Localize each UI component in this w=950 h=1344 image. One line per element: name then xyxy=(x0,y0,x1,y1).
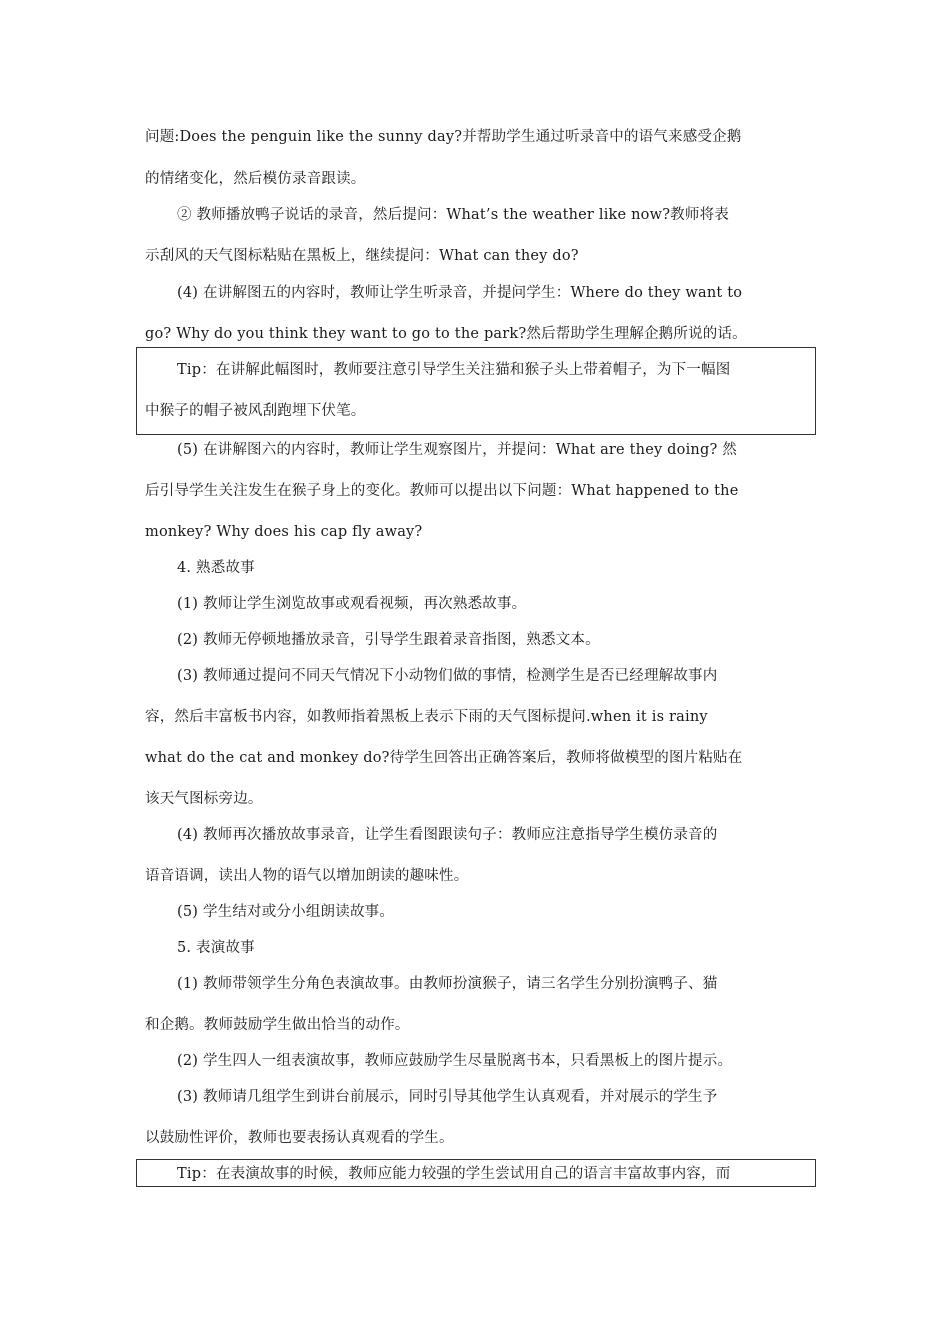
tip-text-line: 中猴子的帽子被风刮跑埋下伏笔。 xyxy=(145,403,366,419)
body-text-line: (5) 学生结对或分小组朗读故事。 xyxy=(177,904,395,920)
body-text-line: (1) 教师带领学生分角色表演故事。由教师扮演猴子，请三名学生分别扮演鸭子、猫 xyxy=(177,976,718,992)
body-text-line: (2) 学生四人一组表演故事，教师应鼓励学生尽量脱离书本，只看黑板上的图片提示。 xyxy=(177,1053,733,1069)
body-text-line: (1) 教师让学生浏览故事或观看视频，再次熟悉故事。 xyxy=(177,596,527,612)
body-text-line: 的情绪变化，然后模仿录音跟读。 xyxy=(145,171,366,187)
body-text-line: 示刮风的天气图标粘贴在黑板上，继续提问：What can they do? xyxy=(145,248,579,264)
body-text-line: (5) 在讲解图六的内容时，教师让学生观察图片，并提问：What are they doing? 然 xyxy=(177,442,737,458)
body-text-line: 问题:Does the penguin like the sunny day?并帮助学生通过听录音中的语气来感受企鹅 xyxy=(145,129,742,145)
section-heading: 4. 熟悉故事 xyxy=(177,560,255,576)
body-text-line: 后引导学生关注发生在猴子身上的变化。教师可以提出以下问题：What happened to the xyxy=(145,483,739,499)
body-text-line: (3) 教师通过提问不同天气情况下小动物们做的事情，检测学生是否已经理解故事内 xyxy=(177,668,718,684)
body-text-line: what do the cat and monkey do?待学生回答出正确答案后，教师将做模型的图片粘贴在 xyxy=(145,750,743,766)
body-text-line: go? Why do you think they want to go to the park?然后帮助学生理解企鹅所说的话。 xyxy=(145,326,747,342)
body-text-line: (4) 在讲解图五的内容时，教师让学生听录音，并提问学生：Where do they want to xyxy=(177,285,743,301)
body-text-line: 该天气图标旁边。 xyxy=(145,791,263,807)
body-text-line: 容，然后丰富板书内容，如教师指着黑板上表示下雨的天气图标提问.when it is rainy xyxy=(145,709,708,725)
body-text-line: 和企鹅。教师鼓励学生做出恰当的动作。 xyxy=(145,1017,410,1033)
section-heading: 5. 表演故事 xyxy=(177,940,255,956)
body-text-line: 以鼓励性评价，教师也要表扬认真观看的学生。 xyxy=(145,1130,454,1146)
body-text-line: ② 教师播放鸭子说话的录音，然后提问：What’s the weather like now?教师将表 xyxy=(177,207,729,223)
body-text-line: (4) 教师再次播放故事录音，让学生看图跟读句子：教师应注意指导学生模仿录音的 xyxy=(177,827,718,843)
tip-text-line: Tip：在讲解此幅图时，教师要注意引导学生关注猫和猴子头上带着帽子，为下一幅图 xyxy=(177,362,731,378)
tip-text-line: Tip：在表演故事的时候，教师应能力较强的学生尝试用自己的语言丰富故事内容，而 xyxy=(177,1166,731,1182)
body-text-line: 语音语调，读出人物的语气以增加朗读的趣味性。 xyxy=(145,868,469,884)
body-text-line: (3) 教师请几组学生到讲台前展示，同时引导其他学生认真观看，并对展示的学生予 xyxy=(177,1089,718,1105)
body-text-line: monkey? Why does his cap fly away? xyxy=(145,524,423,540)
body-text-line: (2) 教师无停顿地播放录音，引导学生跟着录音指图，熟悉文本。 xyxy=(177,632,600,648)
